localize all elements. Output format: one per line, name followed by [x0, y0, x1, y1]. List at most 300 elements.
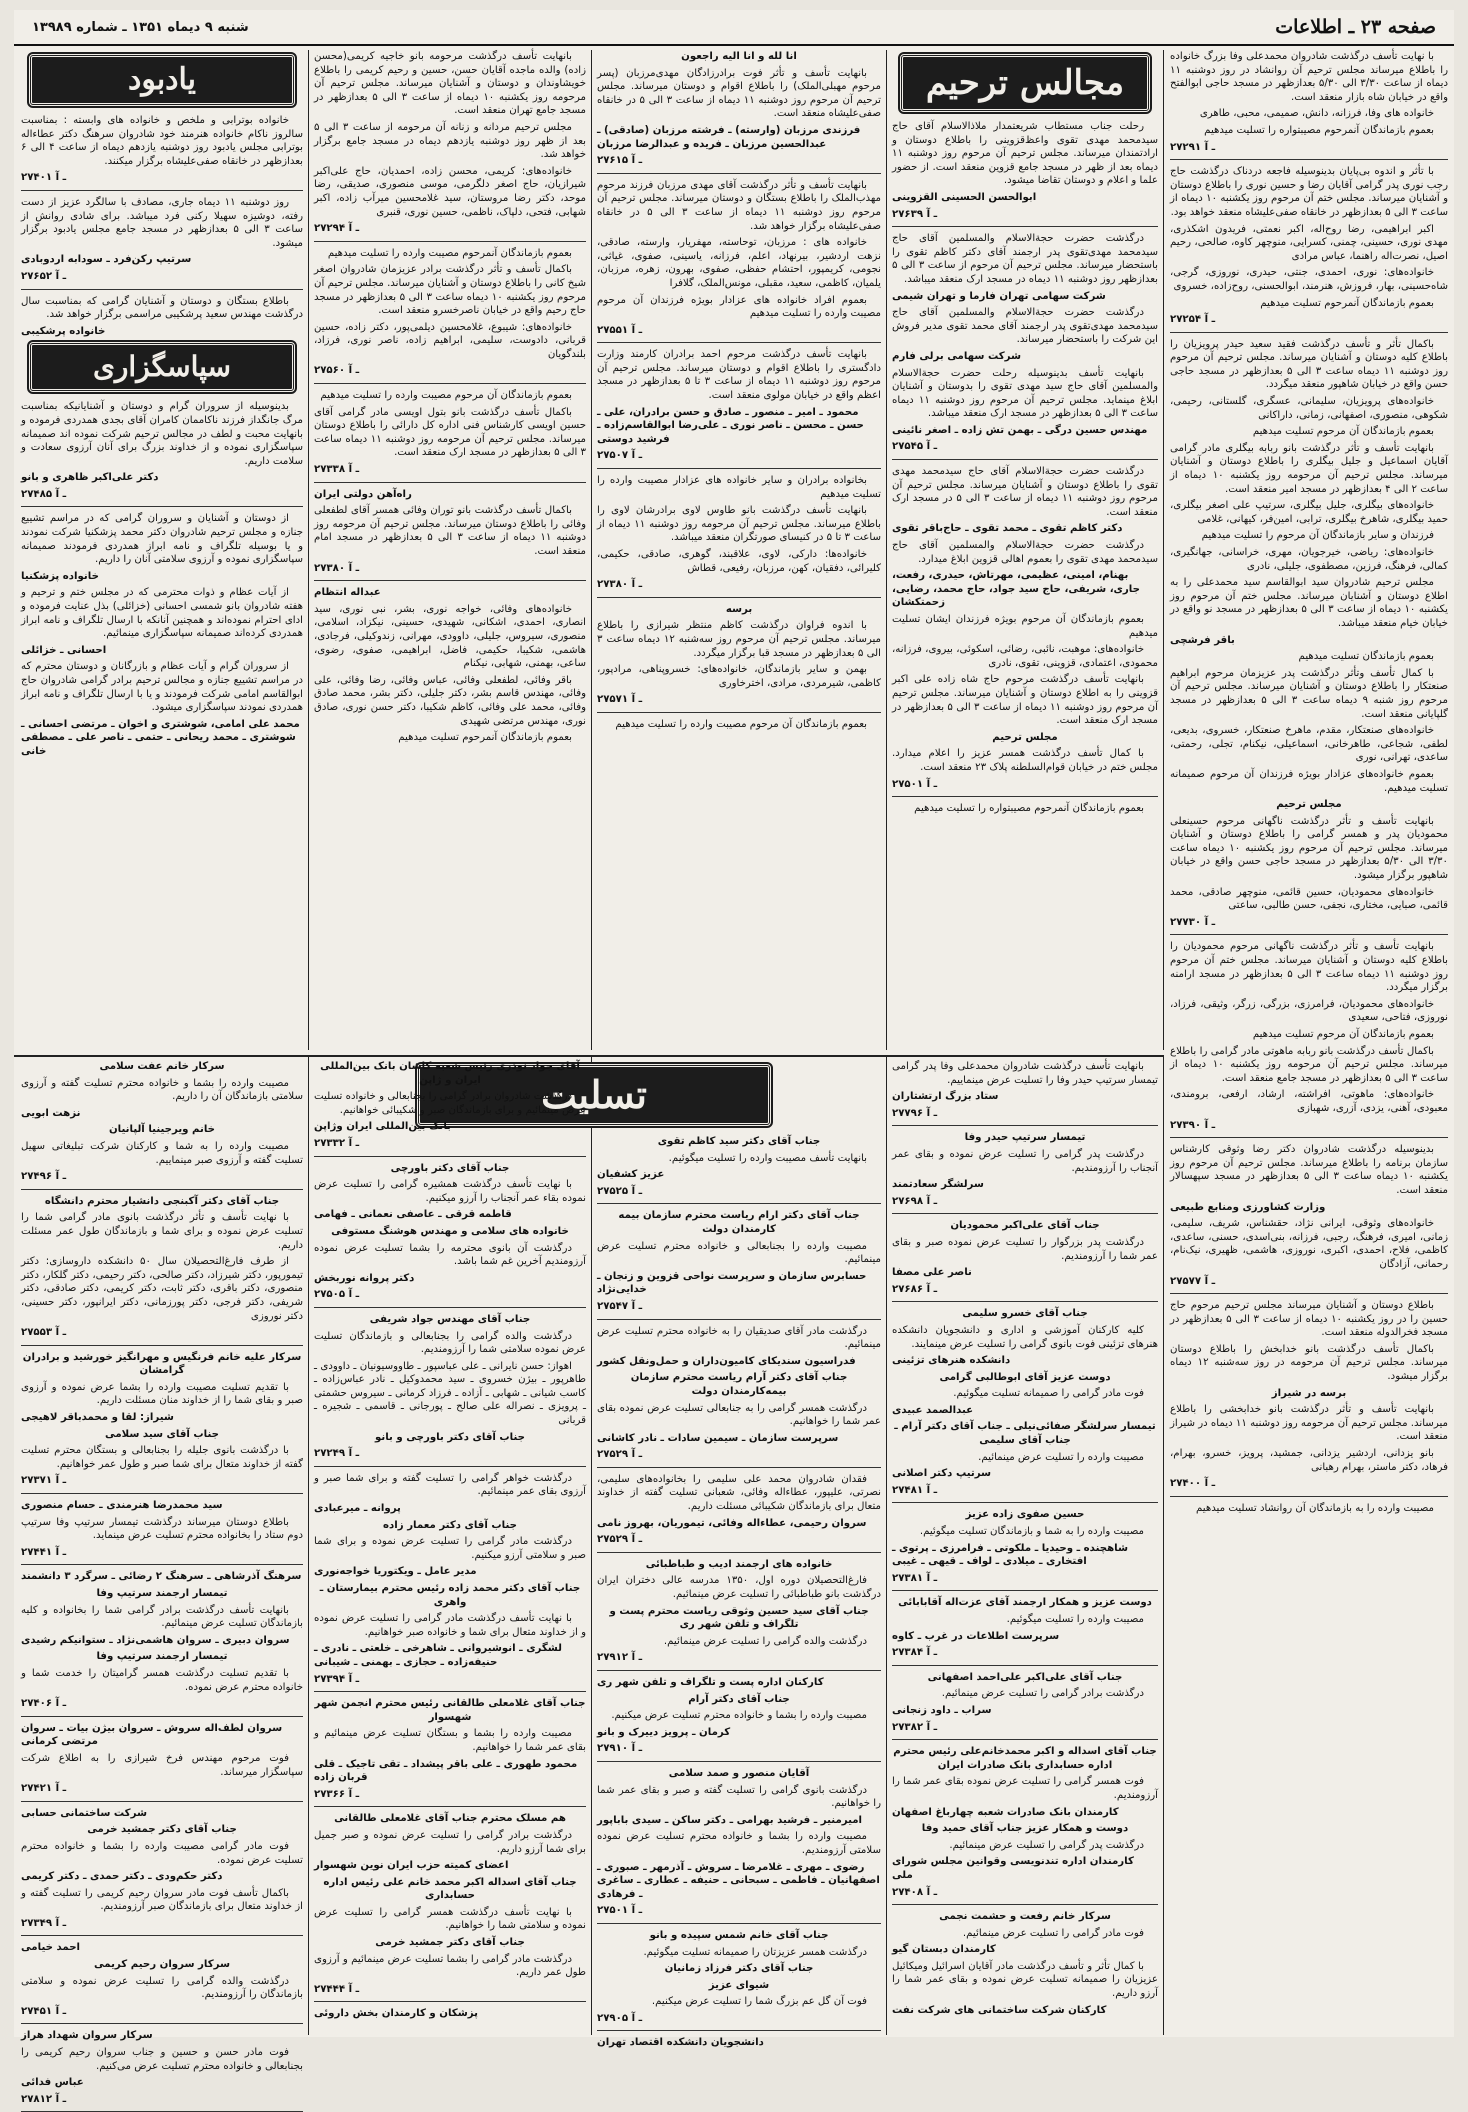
notice-text: درگذشت همسر عزیزتان را صمیمانه تسلیت میگوئیم.: [643, 1946, 867, 1958]
notice-heading: خانواده های سلامی و مهندس هوشنگ مستوفی: [331, 1225, 569, 1237]
notice-signature: دانشکده هنرهای تزئینی: [892, 1355, 1011, 1367]
notice-divider: [314, 241, 586, 242]
notice-signature: کارکنان اداره پست و تلگراف و تلفن شهر ری: [597, 1677, 824, 1688]
notice-signature: احسانی ـ خزائلی: [21, 644, 107, 656]
notice-divider: [597, 1923, 881, 1924]
notice-code: ۲۷۷۳۰ ـ آ: [1170, 916, 1216, 928]
notice-divider: [1170, 332, 1448, 333]
notice-heading: دوست عزیز آقای ابوطالبی گرامی: [939, 1371, 1111, 1383]
notice-text: مصیبت وارده را به بازماندگان آن روانشاد تسلیت میدهیم: [1195, 1502, 1434, 1514]
notice-text: باکمال تأسف درگذشت بانو خدابخش را باطلاع دوستان میرساند. مجلس ترحیم آن مرحومه در روز سه‌شنبه ۱۲ دیماه برگزار میشود.: [1170, 1343, 1448, 1383]
notice-heading: سرکار خانم رفعت و حشمت نجمی: [939, 1911, 1111, 1923]
notice-text: با کمال تأثر و تأسف درگذشت مادر آقایان اسرائیل ومیکائیل عزیزیان را صمیمانه تسلیت عرض نموده و بقای عمر شما را آرزو داریم.: [892, 1960, 1158, 2000]
notice-text: با تأثر و اندوه بی‌پایان بدینوسیله فاجعه دردناک درگذشت حاج رجب نوری پدر گرامی آقایان رضا و حسین نوری را باطلاع دوستان و آشنایان میرساند. مجلس ختم آن مرحوم روز یکشنبه ۱۰ دیماه از ساعت ۳ الی ۵ بعدازظهر در خانقاه صفی‌علیشاه منعقد خواهد بود.: [1170, 166, 1448, 218]
notice-code: ۲۷۴۰۱ ـ آ: [21, 172, 67, 184]
notice-signature: پروانه ـ میرعبادی: [314, 1503, 401, 1515]
notice-text: درگذشت بانوی گرامی را تسلیت گفته و صبر و بقای عمر شما را خواهانیم.: [597, 1784, 881, 1810]
notice-text: درگذشت والده گرامی را تسلیت عرض مینمائیم.: [663, 1635, 867, 1647]
notice-divider: [21, 1716, 303, 1717]
notice-text: فوت مرحوم مهندس فرخ شیرازی را به اطلاع شرکت سپاسگزار میرساند.: [21, 1752, 303, 1778]
notice-text: با نهایت تأسف و تأثر درگذشت بانوی مادر گرامی شما را تسلیت عرض نموده و برای شما و بازماندگان طول عمر مسئلت داریم.: [21, 1212, 303, 1251]
notice-signature: فرزندی مرزبان (وارسته) ـ فرشته مرزبان (صادقی) ـ عبدالحسین مرزبان ـ فریده و عبدالرضا مرزبان: [597, 124, 861, 150]
notice-text: خانواده بوترابی و ملخص و خانواده های وابسته : بمناسبت سالروز ناکام خانواده هنرمند خود شادروان سرهنگ دکتر عطاءاله بوترابی مجلس یادبود روز دوشنبه یازدهم دیماه از ساعت ۴ الی ۶ بعدازظهر در خانقاه صفی‌علیشاه برگزار میکنند.: [21, 115, 303, 167]
notice-divider: [1170, 159, 1448, 160]
notice-signature: سروان لطف‌اله سروش ـ سروان بیژن بیات ـ سروان مرتضی کرمانی: [21, 1722, 283, 1748]
notice-text: باکمال تأسف فوت مادر سروان رحیم کریمی را تسلیت گفته و از خداوند متعال برای بازماندگان صبر آرزومندیم.: [21, 1887, 303, 1913]
notice-signature: فدراسیون سندیکای کامیون‌داران و حمل‌ونقل کشور: [597, 1355, 856, 1367]
notice-heading: شیوای عزیز: [708, 1979, 770, 1991]
notice-code: ۲۷۳۶۶ ـ آ: [314, 1788, 360, 1800]
notice-text: بعموم بازماندگان آن مرحوم تسلیت میدهیم: [1252, 426, 1434, 438]
notice-code: ۲۷۵۰۷ ـ آ: [597, 450, 643, 462]
notice-text: باطلاع دوستان میرساند درگذشت تیمسار سرتیپ وفا سرتیپ دوم ستاد را بخانواده محترم تسلیت عرض مینماید.: [21, 1516, 303, 1542]
notice-text: فوت مادر گرامی را تسلیت عرض مینمائیم.: [962, 1927, 1144, 1939]
notice-text: خانواده های : مرزبان، توحاسته، مهفریار، وارسته، صادقی، نزهت اردشیر، بیرنهاد، اعلم، فرزانه، یاسینی، صفوی، غیاثی، نجومی، کریمپور، احتشام حفظی، صفوی، بهرون، زهره، مرزبان، یلمیان، کاظمی، سعید، مقبلی، مونس‌الملک، گلافرا: [597, 237, 881, 289]
notice-signature: خانواده پرشکیبی: [21, 325, 106, 337]
notice-heading: مجلس ترحیم: [1276, 799, 1342, 811]
notice-signature: سرپرست سازمان ـ سیمین سادات ـ نادر کاشانی: [597, 1432, 839, 1444]
notice-text: با کمال تأسف درگذشت همسر عزیز را اعلام میدارد. مجلس ختم در خیابان قوام‌السلطنه پلاک ۲۳ منعقد است.: [892, 748, 1158, 773]
notice-code: ۲۷۹۱۰ ـ آ: [597, 1743, 643, 1755]
notice-text: مصیبت وارده را بشما و خانواده محترم تسلیت عرض میکنیم.: [611, 1710, 867, 1722]
notice-text: بانهایت تأسف و تأثر درگذشت بانو خدابخشی را باطلاع میرساند. مجلس ترحیم آن مرحومه روز دوشنبه ۱۱ دیماه در شیراز منعقد است.: [1170, 1404, 1448, 1443]
sepasgozari-banner: سپاسگزاری: [29, 342, 295, 392]
notice-divider: [314, 2001, 586, 2002]
notice-code: ۲۷۳۳۸ ـ آ: [314, 464, 360, 476]
notice-divider: [314, 1156, 586, 1157]
notice-code: ۲۷۵۵۳ ـ آ: [21, 1327, 67, 1339]
notice-text: بعموم بازماندگان تسلیت میدهیم: [1298, 651, 1434, 663]
notice-text: با نهایت تأسف درگذشت شادروان محمدعلی وفا بزرگ خانواده را باطلاع میرساند مجلس ترحیم آن روانشاد در روز دوشنبه ۱۱ دیماه از ساعت ۳/۳۰ الی ۵/۳۰ بعدازظهر در مسجد حاجی ابوالفتح واقع در خیابان شاه بازار منعقد است.: [1170, 51, 1449, 103]
notice-signature: باقر فرشچی: [1170, 634, 1235, 646]
notice-text: بانهایت تأسف درگذشت شادروان محمدعلی وفا پدر گرامی تیمسار سرتیپ حیدر وفا را تسلیت عرض مینماییم.: [892, 1061, 1158, 1086]
notice-divider: [892, 1301, 1158, 1302]
notice-divider: [314, 1466, 586, 1467]
notice-signature: بانک بین‌المللی ایران وژاپن: [314, 1121, 451, 1133]
notice-code: ۲۷۵۷۱ ـ آ: [597, 694, 643, 706]
notice-text: مصیبت وارده را به شما و بازماندگان تسلیت میگوئیم.: [919, 1526, 1144, 1538]
notice-heading: جناب آقای خسرو سلیمی: [962, 1308, 1088, 1320]
notice-text: فارغ‌التحصیلان دوره اول، ۱۳۵۰ مدرسه عالی دختران ایران درگذشت بانو طباطبائی را تسلیت عرض مینمائیم.: [597, 1575, 881, 1601]
notice-divider: [1170, 934, 1448, 935]
notice-text: بعموم بازماندگان آنمرحوم تسلیت میدهیم: [1260, 297, 1434, 309]
notice-divider: [892, 1739, 1158, 1740]
notice-divider: [21, 190, 303, 191]
notice-heading: برسه در شیراز: [1271, 1387, 1347, 1399]
notice-code: ۲۷۶۵۲ ـ آ: [21, 270, 67, 282]
notice-text: مصیبت وارده را تسلیت میگوئیم.: [1006, 1614, 1144, 1625]
notice-divider: [597, 1467, 881, 1468]
notice-signature: محمود ـ امیر ـ منصور ـ صادق و حسن برادران، علی ـ حسن ـ محسن ـ ناصر نوری ـ علی‌رضا ابوالقاسم‌زاده ـ فرشید دوستی: [597, 406, 864, 445]
notice-signature: وزارت کشاورزی ومنابع طبیعی: [1170, 1201, 1326, 1213]
notice-signature: شرکت سهامی تهران فارما و تهران شیمی: [892, 290, 1106, 302]
notice-code: ۲۷۳۸۰ ـ آ: [597, 579, 643, 591]
notice-code: ۲۷۴۲۱ ـ آ: [21, 1783, 67, 1795]
notice-divider: [892, 1502, 1158, 1503]
notice-text: خانواده‌های: شیبوع، غلامحسین دیلمی‌پور، دکتر زاده، حسین قربانی، دادوست، سلیمی، ابراهیم زاده، ناصر نوری، فرزاد، بلندگویان: [314, 321, 586, 360]
notice-text: مجلس ترحیم مردانه و زنانه آن مرحومه از ساعت ۳ الی ۵ بعد از ظهر روز دوشنبه یازدهم دیماه در مسجد جامع برگزار خواهد شد.: [314, 121, 586, 161]
notice-text: درگذشت والده گرامی را بجنابعالی و بازماندگان تسلیت عرض نموده سلامتی شما را آرزومندیم.: [314, 1330, 586, 1356]
notice-divider: [21, 1564, 303, 1565]
notice-heading: جناب آقای دکتر فرزاد زمانیان: [664, 1963, 814, 1975]
notice-text: اهواز: حسن نایرانی ـ علی عباسپور ـ طاووسیونیان ـ داوودی ـ طاهرپور ـ بیژن خسروی ـ سید محمدوکیل ـ نادر عباس‌زاده ـ کاسب شیانی ـ شهابی ـ آزاده ـ فرزاد کرمانی ـ سیروس حشمتی ـ پرویزی ـ نصراله علی صالح ـ پورجانی ـ قاسمی ـ شجیره ـ قربانی: [314, 1360, 586, 1427]
notice-text: باکمال تأسف درگذشت بانو بتول اویسی مادر گرامی آقای حسین اویسی کارشناس فنی اداره کل دارائی را باطلاع دوستان میرساند. مجلس ترحیم آن مرحومه روز دوشنبه ۱۱ دیماه ساعت ۳ الی ۵ بعدازظهر در مسجد ارک منعقد است.: [314, 406, 586, 459]
notice-signature: سرپرست اطلاعات در غرب ـ کاوه: [892, 1630, 1060, 1642]
notice-heading: دوست و همکار عزیز جناب آقای حمید وفا: [921, 1823, 1129, 1835]
notice-heading: انا لله و انا الیه راجعون: [681, 51, 797, 62]
notice-text: با نهایت تأسف درگذشت همشیره گرامی را تسلیت عرض نموده بقاء عمر آنجناب را آرزو میکنیم.: [314, 1179, 586, 1204]
notice-text: مصیبت وارده را بشما و خانواده محترم تسلیت عرض نموده سلامتی آرزومندیم.: [597, 1831, 881, 1856]
notice-heading: خانم ویرجینیا آلپانیان: [108, 1124, 216, 1136]
notice-text: بانهایت تأسف و تأثر درگذشت ناگهانی مرحوم محمودیان را باطلاع کلیه دوستان و آشنایان میرساند. مجلس ختم آن مرحوم روز دوشنبه ۱۱ دیماه ساعت ۳ الی ۵ بعدازظهر در مسجد ارامنه برگزار میگردد.: [1170, 941, 1449, 994]
notice-divider: [314, 1307, 586, 1308]
notice-heading: دوست عزیز و همکار ارجمند آقای عزت‌اله آقابابائی: [898, 1597, 1152, 1609]
column-rule: [308, 1055, 309, 2035]
notice-code: ۲۷۵۲۹ ـ آ: [597, 1534, 643, 1546]
notice-divider: [597, 1670, 881, 1671]
notice-divider: [21, 1801, 303, 1802]
notice-text: بانهایت تأسف درگذشت مرحومه بانو خاجیه کریمی(محسن زاده) والده ماجده آقایان حسن، حسین و رحیم کریمی را باطلاع خویشاوندان و دوستان و آشنایان میرساند. مجلس ترحیم آن مرحومه روز یکشنبه ۱۰ دیماه از ساعت ۳ الی ۵ بعدازظهر در مسجد جامع تهران منعقد است.: [314, 51, 586, 117]
notice-text: درگذشت برادر گرامی را تسلیت عرض مینمائیم.: [941, 1688, 1144, 1700]
notice-heading: جناب آقای دکتر آرام: [688, 1693, 790, 1705]
notice-signature: لشگری ـ انوشیروانی ـ شاهرخی ـ خلعتی ـ نادری ـ حنیفه‌زاده ـ حجازی ـ بهمنی ـ شیبانی: [314, 1643, 562, 1668]
notice-code: ۲۷۴۰۰ ـ آ: [1170, 1478, 1216, 1490]
notice-signature: قاطمه قرقی ـ عاصفی نعمانی ـ فهامی: [314, 1209, 512, 1221]
tasliat-column-d: [21, 1060, 303, 2105]
notice-divider: [892, 459, 1158, 460]
notice-signature: ابوالحسن الحسینی القزوینی: [892, 191, 1037, 203]
notice-divider: [597, 2030, 881, 2031]
notice-heading: سرکار سروان رحیم کریمی: [93, 1959, 231, 1971]
notice-text: درگذشت والده گرامی را تسلیت عرض نموده و سلامتی بازماندگان را آرزومندیم.: [21, 1975, 303, 2001]
notice-divider: [21, 506, 303, 507]
notice-code: ۲۷۳۹۴ ـ آ: [314, 1673, 360, 1685]
notice-text: خانواده‌های محمودیان، حسین قائمی، منوچهر صادقی، محمد قائمی، صبایی، مختاری، نجفی، حسن طالبی، ساعتی: [1170, 886, 1448, 912]
notice-signature: نزهت ابویی: [21, 1107, 81, 1119]
notice-signature: دکتر علی‌اکبر ظاهری و بانو: [21, 472, 159, 484]
notice-heading: آقای جواد نوذری رئیس شعبه کاشان بانک بین‌المللی ایران و ژاپن: [320, 1061, 580, 1086]
notice-signature: عباس فدائی: [21, 2077, 84, 2089]
notice-code: ۲۷۴۰۸ ـ آ: [892, 1886, 938, 1898]
notice-signature: سرتیپ دکتر اصلانی: [892, 1468, 992, 1480]
notice-text: بانهایت تأسف بدینوسیله رحلت حضرت حجة‌الاسلام والمسلمین آقای حاج سید مهدی تقوی را بدوستان و آشنایان ابلاغ مینماید. مجلس ترحیم آن مرحوم روز دوشنبه ۱۱ دیماه ساعت ۳ الی ۵ بعدازظهر در مسجد ارک منعقد میباشد.: [892, 367, 1158, 420]
notice-heading: جناب آقای علی‌اکبر محمودیان: [950, 1220, 1100, 1232]
notice-signature: کارکنان شرکت ساختمانی های شرکت نفت: [892, 2004, 1107, 2016]
notice-heading: برسه: [725, 603, 753, 615]
notice-column-3: [597, 50, 881, 1050]
notice-signature: سرکار سروان شهداد هراز: [21, 2030, 153, 2042]
notice-heading: تیمسار سرلشگر صفائی‌نیلی ـ جناب آقای دکتر آرام ـ جناب آقای سلیمی: [894, 1421, 1156, 1447]
notice-text: فوت مادر گرامی را صمیمانه تسلیت میگوئیم.: [953, 1388, 1144, 1400]
notice-divider: [597, 173, 881, 174]
notice-signature: رضوی ـ مهری ـ غلامرضا ـ سروش ـ آذرمهر ـ صبوری ـ اصفهانیان ـ فاطمی ـ سبحانی ـ حنیفه ـ عطاری ـ ساغری ـ فرهادی: [597, 1861, 880, 1900]
notice-heading: آقایان منصور و صمد سلامی: [668, 1767, 810, 1779]
notice-code: ۲۷۵۰۵ ـ آ: [314, 1289, 360, 1301]
notice-text: مصیبت وارده را بشما و بستگان تسلیت عرض مینمائیم و بقای عمر شما را خواهانیم.: [314, 1728, 586, 1753]
notice-divider: [314, 1691, 586, 1692]
notice-text: خانواده‌های وفائی، خواجه نوری، بشر، نبی نوری، سید انصاری، احمدی، اشکانی، شهیدی، حسینی، نیکزاد، اسلامی، منصوری، سیروس، جلیلی، داوودی، مهرانی، زندوکیلی، فرجادی، هاشمی، شکیبا، حکیمی، فاضل، ابراهیمی، صفوی، رضوی، ساعی، بهمنی، شهابی، نیکنام: [314, 603, 586, 670]
notice-code: ۲۷۴۴۱ ـ آ: [21, 1546, 67, 1558]
notice-divider: [314, 580, 586, 581]
section-rule: [14, 1055, 1164, 1057]
notice-divider: [892, 226, 1158, 227]
notice-signature: مدیر عامل ـ ویکتوریا خواجه‌نوری: [314, 1566, 477, 1578]
notice-column-1: [1170, 50, 1448, 2032]
notice-signature: سراب ـ داود زنجانی: [892, 1704, 992, 1716]
notice-signature: سرلشگر سعادتمند: [892, 1179, 984, 1191]
notice-text: باطلاع بستگان و دوستان و آشنایان گرامی که بمناسبت سال درگذشت مهندس سعید پرشکیبی مراسمی برگزار خواهد شد.: [21, 295, 303, 321]
notice-code: ۲۷۵۶۰ ـ آ: [314, 365, 360, 377]
notice-code: ۲۷۲۵۴ ـ آ: [1170, 314, 1216, 326]
notice-text: فوت همسر گرامی را تسلیت عرض نموده بقای عمر شما را آرزومندیم.: [892, 1776, 1158, 1801]
notice-text: بهمن و سایر بازماندگان، خانواده‌های: خسروپناهی، مرادپور، کاظمی، شیرمردی، مرادی، اخترخاوری: [597, 664, 881, 689]
notice-signature: عبدالصمد عبیدی: [892, 1404, 974, 1416]
newspaper-page: [14, 10, 1454, 2105]
notice-code: ۲۷۵۷۷ ـ آ: [1170, 1275, 1216, 1287]
notice-text: بعموم بازماندگان آنمرحوم مصیبتواره را تسلیت میدهیم: [914, 803, 1144, 815]
notice-text: درگذشت مادر آقای صدیقیان را به خانواده محترم تسلیت عرض مینمائیم.: [597, 1325, 881, 1351]
notice-text: مصیبت وارده را بشما و خانواده محترم تسلیت گفته و آرزوی سلامتی بازماندگان آن را داریم.: [21, 1077, 303, 1103]
notice-signature: دانشجویان دانشکده اقتصاد تهران: [597, 2037, 764, 2049]
notice-signature: کارمندان اداره تندنویسی وقوانین مجلس شورای ملی: [892, 1856, 1134, 1881]
notice-heading: حسین صفوی زاده عزیز: [965, 1509, 1085, 1521]
notice-text: بانو یزدانی، اردشیر یزدانی، جمشید، پرویز، خسرو، بهرام، فرهاد، دکتر ماستر، بهرام رهبانی: [1170, 1448, 1448, 1473]
notice-code: ۲۷۶۳۹ ـ آ: [892, 208, 938, 220]
notice-code: ۲۷۴۸۵ ـ آ: [21, 488, 67, 500]
tasliat-column-c: [314, 1060, 586, 2035]
notice-text: درگذشت مادر گرامی را بشما تسلیت عرض مینمائیم و آرزوی طول عمر داریم.: [314, 1953, 586, 1979]
notice-signature: ناصر علی مصفا: [892, 1267, 972, 1279]
notice-divider: [314, 383, 586, 384]
notice-text: از آیات عظام و ذوات محترمی که در مجلس ختم و ترحیم و هفته شادروان بانو شمسی احسانی (خزائلی) بذل عنایت فرموده و ادای احترام نموده‌اند و همچنین آنانکه با ارسال تلگراف و نامه ابراز همدردی کرده‌اند صمیمانه سپاسگزاری مینمائیم.: [21, 587, 303, 640]
notice-text: بعموم بازماندگان آن مرحوم مصیبت وارده را تسلیت میدهیم: [615, 718, 867, 730]
running-header: [14, 10, 1454, 46]
notice-text: خانواده‌های بیگلری، جلیل بیگلری، سرتیپ علی اصغر بیگلری، حمید بیگلری، شاهرخ بیگلری، ترابی، امین‌فر، کیهانی، غلامی: [1170, 500, 1448, 525]
notice-signature: عزیز کشفیان: [597, 1169, 665, 1181]
notice-text: از طرف فارغ‌التحصیلان سال ۵۰ دانشکده داروسازی: دکتر تیمورپور، دکتر شیرزاد، دکتر صالحی، دکتر رحیمی، دکتر گلکار، دکتر منصوری، دکتر باقری، دکتر ثابت، دکتر کریمی، دکتر صادقی، دکتر شریفی، دکتر فرجی، دکتر پورزمانی، دکتر ایرانپور، دکتر حسینی، دکتر نوروزی: [21, 1256, 303, 1322]
notice-text: بانهایت تأسف و تأثر فوت برادرزادگان مهدی‌مرزبان (پسر مرحوم مهبلی‌الملک) را باطلاع اقوام و دوستان میرساند. مجلس ترحیم آن مرحوم روز دوشنبه ۱۱ دیماه از ساعت ۳ الی ۵ در خانقاه صفی‌علیشاه منعقد است.: [597, 67, 882, 120]
notice-code: ۲۷۴۴۴ ـ آ: [314, 1983, 360, 1995]
notice-divider: [892, 1213, 1158, 1214]
notice-text: درگذشت پدر گرامی را تسلیت عرض مینمائیم.: [949, 1839, 1144, 1851]
notice-signature: مهندس حسین درگی ـ بهمن تش زاده ـ اصغر نائینی: [892, 424, 1148, 436]
notice-signature: محمود طهوری ـ علی باقر پیشداد ـ تقی تاجیک ـ قلی قربان زاده: [314, 1758, 578, 1784]
notice-text: بانهایت تأسف و تأثر درگذشت ناگهانی مرحوم حسینعلی محمودیان پدر و همسر گرامی را باطلاع دوستان و آشنایان میرساند. مجلس ترحیم آن مرحوم روز یکشنبه ۱۰ دیماه ساعت ۳/۳۰ الی ۵/۳۰ بعدازظهر در مسجد حاجی حسن واقع در خیابان شاهپور برگزار میشود.: [1170, 815, 1449, 882]
notice-text: مصیبت وارده را بجنابعالی و خانواده محترم تسلیت عرض مینمائیم.: [597, 1240, 881, 1266]
notice-heading: تیمسار ارجمند سرتیپ وفا: [96, 1588, 228, 1599]
notice-divider: [597, 342, 881, 343]
column-rule: [886, 50, 887, 1050]
notice-divider: [892, 1904, 1158, 1905]
notice-heading: جناب آقای اسداله و اکبر محمدخانم‌علی رئیس محترم اداره حسابداری بانک صادرات ایران: [893, 1746, 1157, 1771]
notice-text: خانواده‌های صنعتکار، مقدم، ماهرخ صنعتکار، خسروی، بدیعی، لطفی، شجاعی، طاهرخانی، اسماعیلی، نیکنام، تجلی، رحمتی، ساعدی، تهرانی، نوری: [1170, 725, 1448, 764]
notice-text: درگذشت برادر گرامی را تسلیت عرض نموده و صبر جمیل برای شما آرزو داریم.: [314, 1829, 586, 1855]
notice-heading: خانواده های ارجمند ادیب و طباطبائی: [645, 1558, 833, 1570]
notice-code: ۲۷۹۱۲ ـ آ: [597, 1652, 643, 1664]
notice-divider: [314, 482, 586, 483]
notice-signature: سرتیپ رکن‌فرد ـ سودابه اردوبادی: [21, 254, 192, 266]
notice-divider: [597, 1203, 881, 1204]
date-line: شنبه ۹ دیماه ۱۳۵۱ ـ شماره ۱۳۹۸۹: [32, 19, 249, 35]
notice-text: باکمال تأسف درگذشت بانو ربابه ماهوتی مادر گرامی را باطلاع میرساند. مجلس ترحیم آن مرحومه روز یکشنبه ۱۰ دیماه از ساعت ۳ الی ۵ بعدازظهر در مسجد جامع منعقد است.: [1170, 1045, 1449, 1084]
notice-text: درگذشت آن بانوی محترمه را بشما تسلیت عرض نموده آرزومندیم آخرین غم شما باشد.: [314, 1242, 586, 1268]
notice-divider: [21, 1935, 303, 1936]
notice-text: خانواده‌ها: دارکی، لاوی، علاقبند، گوهری، صادقی، حکیمی، کلیرائی، دفقیان، کهن، مرزبان، رفیعی، قطاش: [597, 549, 881, 574]
notice-divider: [597, 1552, 881, 1553]
notice-signature: شاهچنده ـ وحیدیا ـ ملکوتی ـ فرامرزی ـ پرتوی ـ افتخاری ـ میلادی ـ لواف ـ قیهی ـ غیبی: [892, 1542, 1128, 1568]
notice-column-2: [892, 50, 1158, 1050]
notice-signature: سروان دبیری ـ سروان هاشمی‌نژاد ـ ستوانیکم رشیدی: [21, 1634, 290, 1646]
page-label: صفحه ۲۳ ـ اطلاعات: [1275, 16, 1436, 38]
notice-text: روز دوشنبه ۱۱ دیماه جاری، مصادف با سالگرد عزیز از دست رفته، دوشیزه سهیلا رکنی فرد میباشد. برای شادی روانش از ساعت ۳ الی ۵ بعدازظهر در مسجد جامع مجلس یادبود برگزار میشود.: [21, 196, 303, 249]
notice-column-5: [21, 50, 303, 1050]
notice-divider: [314, 1806, 586, 1807]
column-rule: [308, 50, 309, 1050]
notice-code: ۲۷۸۱۲ ـ آ: [21, 2093, 67, 2105]
notice-code: ۲۷۴۵۱ ـ آ: [21, 2005, 67, 2017]
notice-text: بانهایت تأسف درگذشت برادر گرامی شما را بخانواده و کلیه بازماندگان تسلیت عرض مینمائیم.: [21, 1604, 303, 1630]
notice-code: ۲۷۲۹۱ ـ آ: [1170, 141, 1216, 153]
notice-signature: پزشکان و کارمندان بخش داروئی: [314, 2008, 478, 2020]
notice-heading: جناب آقای خانم شمس سپیده و بانو: [649, 1929, 829, 1941]
tasliat-column-a: [892, 1060, 1158, 2035]
notice-text: از سروران گرام و آیات عظام و بازرگانان و دوستان محترم که در مراسم تشییع جنازه و مجالس ترحیم برادر گرامی شادروان حاج ابوالقاسم امامی شرکت فرمودند و یا با ارسال تلگراف و نامه ابراز همدردی نمودند سپاسگزاری میشود.: [21, 661, 303, 714]
notice-signature: دکتر پروانه نوربخش: [314, 1272, 415, 1284]
notice-signature: شرکت سهامی برلی فارم: [892, 350, 1022, 362]
notice-signature: کارمندان دبستان گیو: [892, 1944, 996, 1956]
notice-signature: خانواده پزشکنیا: [21, 570, 99, 582]
notice-text: بعموم بازماندگان آنمرحوم مصیبت وارده را تسلیت میدهیم: [327, 247, 572, 259]
notice-text: خانواده‌های: کریمی، محسن زاده، احمدیان، حاج علی‌اکبر شیرازیان، حاج اصغر دلگرمی، موسی منصوری، صدیقی، رضا موحد، دکتر رضا مروستان، سید غلامحسین میرآب زاده، اکبر شهابی، فتحی، دلپاک، ناظمی، حسین نوری، قنبری: [314, 165, 586, 218]
notice-heading: تیمسار ارجمند سرتیپ وفا: [96, 1651, 228, 1663]
notice-signature: امیرمنیر ـ فرشید بهرامی ـ دکتر ساکن ـ سیدی باباپور: [597, 1814, 863, 1826]
notice-heading: جناب آقای دکتر سید کاظم تقوی: [657, 1136, 821, 1147]
notice-divider: [21, 1345, 303, 1346]
notice-divider: [892, 1665, 1158, 1666]
notice-heading: مجلس ترحیم: [992, 731, 1058, 743]
notice-text: درگذشت شادروان برادر گرامی را بجنابعالی و خانواده تسلیت عرض مینمائیم و برای بازماندگان صبر و شکیبائی خواهانیم.: [314, 1091, 586, 1116]
notice-text: باطلاع دوستان و آشنایان میرساند مجلس ترحیم مرحوم حاج حسین را در روز یکشنبه ۱۰ دیماه از ساعت ۳ الی ۵ بعدازظهر در مسجد فخرالدوله منعقد است.: [1170, 1300, 1448, 1339]
notice-code: ۲۷۳۷۱ ـ آ: [21, 1475, 67, 1487]
notice-text: بخانواده برادران و سایر خانواده های عزادار مصیبت وارده را تسلیت میدهیم: [597, 475, 881, 500]
notice-code: ۲۷۳۸۲ ـ آ: [892, 1721, 938, 1733]
notice-text: بعموم بازماندگان آن مرحوم بویژه فرزندان ایشان تسلیت میدهیم: [892, 614, 1158, 639]
notice-text: بعموم بازماندگان آنمرحوم مصیبتواره را تسلیت میدهیم: [1204, 124, 1434, 136]
notice-heading: جناب آقای اسداله اکبر محمد خانم علی رئیس اداره حسابداری: [323, 1876, 577, 1902]
notice-divider: [597, 597, 881, 598]
notice-code: ۲۷۵۲۵ ـ آ: [597, 1185, 643, 1197]
notice-text: فرزندان و سایر بازماندگان آن مرحوم را تسلیت میدهیم: [1201, 530, 1434, 542]
notice-text: خانواده‌های وثوقی، ایرانی نژاد، حقشناس، شریف، سلیمی، زمانی، امیری، فرهنگ، رجبی، فرزانه، بنی‌اسدی، حسنی، ساعدی، کاظمی، فلاح، احمدی، اکبری، نوروزی، هاشمی، ظهیری، نیک‌نام، رحمانی، آزادگان: [1170, 1218, 1448, 1270]
notice-code: ۲۷۴۹۶ ـ آ: [21, 1171, 67, 1183]
notice-heading: جناب آقای دکتر باورچی و بانو: [375, 1431, 525, 1443]
notice-text: با نهایت تأسف درگذشت همسر گرامی را تسلیت عرض نموده و سلامتی شما را خواهانیم.: [314, 1906, 586, 1932]
notice-text: بعموم بازماندگان آنمرحوم تسلیت میدهیم: [398, 732, 572, 744]
notice-column-4: [314, 50, 586, 1050]
notice-divider: [21, 1493, 303, 1494]
notice-text: مجلس ترحیم شادروان سید ابوالقاسم سید محمدعلی را به اطلاع دوستان و آشنایان میرساند. مجلس ختم آن مرحوم روز یکشنبه ۱۰ دیماه از ساعت ۳ الی ۵ بعدازظهر در مسجد نو واقع در خیابان خیام منعقد میباشد.: [1170, 577, 1448, 629]
notice-divider: [597, 468, 881, 469]
notice-text: بانهایت تأسف درگذشت مرحوم حاج شاه زاده علی اکبر قزوینی را به اطلاع دوستان و آشنایان میرساند. مجلس ترحیم آن مرحوم روز دوشنبه ۱۱ دیماه از ساعت ۳ الی ۵ بعدازظهر در مسجد ارک منعقد است.: [892, 674, 1158, 727]
notice-code: ۲۷۲۹۴ ـ آ: [314, 223, 360, 235]
notice-text: خانواده‌های: موهبت، نائبی، رضائی، اسکوئی، بیروی، فرزانه، محمودی، اعتمادی، قزوینی، تقوی، نادری: [892, 644, 1158, 669]
notice-code: ۲۷۵۰۱ ـ آ: [597, 1905, 643, 1917]
notice-code: ۲۷۴۸۱ ـ آ: [892, 1484, 938, 1496]
yadbud-banner: یادبود: [29, 54, 295, 106]
notice-text: خانواده‌های: ریاضی، خیرجویان، مهری، خراسانی، جهانگیری، کمالی، فرهنگ، فرزین، مصطفوی، جلیلی، نادری: [1170, 547, 1448, 572]
notice-divider: [1170, 1137, 1448, 1138]
notice-heading: جناب آقای غلامعلی طالقانی رئیس محترم انجمن شهر شهسوار: [314, 1698, 586, 1723]
notice-text: با تقدیم تسلیت مصیبت وارده را بشما عرض نموده و آرزوی صبر و بقای شما را از خداوند منان مسئلت داریم.: [21, 1381, 303, 1407]
notice-divider: [597, 1319, 881, 1320]
notice-text: بعموم بازماندگان آن مرحوم مصیبت وارده را تسلیت میدهیم: [320, 390, 572, 402]
notice-divider: [21, 289, 303, 290]
notice-divider: [892, 796, 1158, 797]
notice-divider: [892, 1125, 1158, 1126]
notice-heading: جناب آقای دکتر آکبنجی دانشیار محترم دانشگاه: [44, 1195, 280, 1207]
notice-heading: جناب آقای دکتر باورچی: [390, 1162, 510, 1174]
notice-signature: راه‌آهن دولتی ایران: [314, 488, 412, 500]
notice-text: درگذشت حضرت حجة‌الاسلام والمسلمین آقای حاج سیدمحمد مهدی تقوی را بعموم اهالی قزوین ابلاغ میدارد.: [892, 540, 1158, 565]
notice-code: ۲۷۴۰۶ ـ آ: [21, 1698, 67, 1710]
notice-text: مصیبت وارده را تسلیت عرض مینمائیم.: [978, 1451, 1144, 1463]
notice-heading: تیمسار سرتیپ حیدر وفا: [964, 1132, 1086, 1144]
notice-code: ۲۷۳۴۹ ـ آ: [21, 1917, 67, 1929]
notice-text: درگذشت پدر گرامی را تسلیت عرض نموده و بقای عمر آنجناب را آرزومندیم.: [892, 1148, 1158, 1174]
notice-text: فقدان شادروان محمد علی سلیمی را بخانواده‌های سلیمی، نصرتی، علیپور، عطاءاله وفائی، شعبانی تسلیت گفته از خداوند متعال برای بازماندگان شکیبائی مسئلت داریم.: [597, 1473, 881, 1513]
notice-code: ۲۷۶۱۵ ـ آ: [597, 155, 643, 167]
notice-divider: [597, 712, 881, 713]
notice-text: اکبر ابراهیمی، رضا روح‌اله، اکبر نعمتی، فریدون اشکذری، مهدی نوری، حسینی، چمنی، کسرایی، منوچهر کاوه، صالحی، رحیم اصیل، نصرت‌اله راهنما، عباس مرادی: [1170, 223, 1448, 262]
notice-text: درگذشت حضرت حجة‌الاسلام والمسلمین آقای حاج سیدمحمد مهدی‌تقوی پدر ارجمند آقای دکتر کاظم تقوی را باستحضار میرساند. مجلس ترحیم آن مرحوم از ساعت ۳ الی ۵ بعدازظهر روز دوشنبه ۱۱ دیماه در مسجد ارک منعقد میباشد.: [892, 233, 1158, 285]
notice-text: خانواده‌های پرویزیان، سلیمانی، عسگری، گلستانی، رحیمی، شکوهی، منصوری، اصفهانی، زمانی، داراکانی: [1170, 396, 1448, 421]
notice-code: ۲۷۶۸۶ ـ آ: [892, 1283, 938, 1295]
notice-code: ۲۷۹۰۵ ـ آ: [597, 2012, 643, 2024]
notice-code: ۲۷۵۴۷ ـ آ: [597, 1300, 643, 1312]
notice-text: با کمال تأسف وتأثر درگذشت پدر عزیزمان مرحوم ابراهیم صنعتکار را باطلاع دوستان و آشنایان میرساند. مجلس ترحیم آن مرحوم روز شنبه ۹ دیماه ساعت ۳ الی ۵ بعدازظهر در مسجد گلپایانی منعقد است.: [1170, 667, 1448, 720]
notice-text: درگذشت پدر بزرگوار را تسلیت عرض نموده صبر و بقای عمر شما را آرزومندیم.: [892, 1236, 1158, 1262]
notice-text: بانهایت تأسف و تأثر درگذشت آقای مهدی مرزبان فرزند مرحوم مهذب‌الملک را باطلاع بستگان و دوستان میرساند. مجلس ترحیم آن مرحوم روز دوشنبه ۱۱ دیماه از ساعت ۳ الی ۵ در خانقاه صفی‌علیشاه برگزار خواهد شد.: [597, 179, 881, 232]
notice-heading: جناب آقای سید سلامی: [105, 1428, 219, 1440]
notice-text: درگذشت همسر گرامی را به جنابعالی تسلیت عرض نموده بقای عمر شما را خواهانیم.: [597, 1402, 881, 1428]
notice-divider: [892, 1590, 1158, 1591]
notice-code: ۲۷۷۹۶ ـ آ: [892, 1107, 938, 1119]
column-rule: [886, 1055, 887, 2035]
notice-signature: اعضای کمیته حزب ایران نوین شهسوار: [314, 1860, 509, 1872]
notice-signature: بهنام، امینی، عظیمی، مهرتاش، حیدری، رفعت، جاری، شریفی، حاج سید جواد، حاج محمد، رضایی، زحمتکشان: [892, 570, 1140, 609]
notice-text: فوت مادر حسن و حسین و جناب سروان رحیم کریمی را بجنابعالی و خانواده محترم تسلیت عرض می‌کنیم.: [21, 2047, 303, 2072]
notice-text: با نهایت تأسف درگذشت مادر گرامی را تسلیت عرض نموده و از خداوند متعال برای شما و خانواده صبر خواهانیم.: [314, 1613, 586, 1638]
notice-text: بانهایت تأسف و تأثر درگذشت بانو ربابه بیگلری مادر گرامی آقایان اسماعیل و جلیل بیگلری را باطلاع دوستان و آشنایان میرساند. مجلس ترحیم آن مرحومه روز یکشنبه ۱۰ دیماه از ساعت ۲ الی ۴ بعدازظهر در مسجد امیر منعقد است.: [1170, 442, 1449, 495]
notice-heading: جناب آقای علی‌اکبر علی‌احمد اصفهانی: [927, 1671, 1123, 1683]
notice-signature: کرمان ـ پرویز دییرک و بانو: [597, 1726, 731, 1738]
notice-divider: [1170, 1293, 1448, 1294]
notice-heading: جناب آقای سید حسین وثوقی ریاست محترم پست و تلگراف و تلفن شهر ری: [609, 1605, 869, 1631]
notice-text: باقر وفائی، لطفعلی وفائی، عباس وفائی، رضا وفائی، علی وفائی، مهندس قاسم بشر، دکتر جلیلی، دکتر بشر، محمد صادق وفائی، محمد علی وفائی، کاظم شکیبا، دکتر حسن نوری، صادق نوری، مهندس مرتضی شهیدی: [314, 674, 586, 727]
notice-text: فوت مادر گرامی مصیبت وارده را بشما و خانواده محترم تسلیت عرض نموده.: [21, 1840, 303, 1866]
notice-signature: کارمندان بانک صادرات شعبه چهارباغ اصفهان: [892, 1806, 1119, 1818]
notice-text: درگذشت حضرت حجة‌الاسلام والمسلمین آقای حاج سیدمحمد مهدی‌تقوی پدر ارجمند آقای محمد تقوی مدیر فروش این شرکت را باستحضار میرساند.: [892, 307, 1158, 346]
notice-text: رحلت جناب مستطاب شریعتمدار ملاذالاسلام آقای حاج سیدمحمد مهدی تقوی واعظ‌قزوینی را باطلاع دوستان و ارادتمندان میرساند. مجلس ترحیم آن مرحوم روز دوشنبه ۱۱ دیماه بعد از ظهر در مسجد جامع قزوین منعقد است. از حضور علما و اعلام و دوستان تقاضا میشود.: [892, 121, 1158, 187]
notice-code: ۲۷۵۴۵ ـ آ: [892, 441, 938, 453]
notice-signature: شرکت ساختمانی حسابی: [21, 1807, 147, 1819]
notice-text: درگذشت مادر گرامی را تسلیت عرض نموده و برای شما صبر و سلامتی آرزو میکنیم.: [314, 1536, 586, 1561]
notice-text: خانواده های وفا، فرزانه، دانش، صمیمی، محبی، طاهری: [1199, 108, 1434, 120]
notice-text: بانهایت تأسف درگذشت مرحوم احمد برادران کارمند وزارت دادگستری را باطلاع اقوام و دوستان میرساند. مجلس ترحیم آن مرحوم روز دوشنبه ۱۱ دیماه از ساعت ۳ تا ۵ بعدازظهر در مسجد اعظم واقع در خیابان مولوی منعقد است.: [597, 349, 881, 402]
notice-text: با تقدیم تسلیت درگذشت همسر گرامیتان را خدمت شما و خانواده محترم عرض نموده.: [21, 1667, 303, 1693]
notice-text: خانواده‌های محمودیان، فرامرزی، بزرگی، زرگر، وثیقی، فرزاد، نوروزی، فتاحی، سعیدی: [1170, 998, 1448, 1024]
notice-heading: سرکار علیه خانم فرنگیس و مهرانگیز خورشید و برادران گرامشان: [22, 1351, 302, 1377]
